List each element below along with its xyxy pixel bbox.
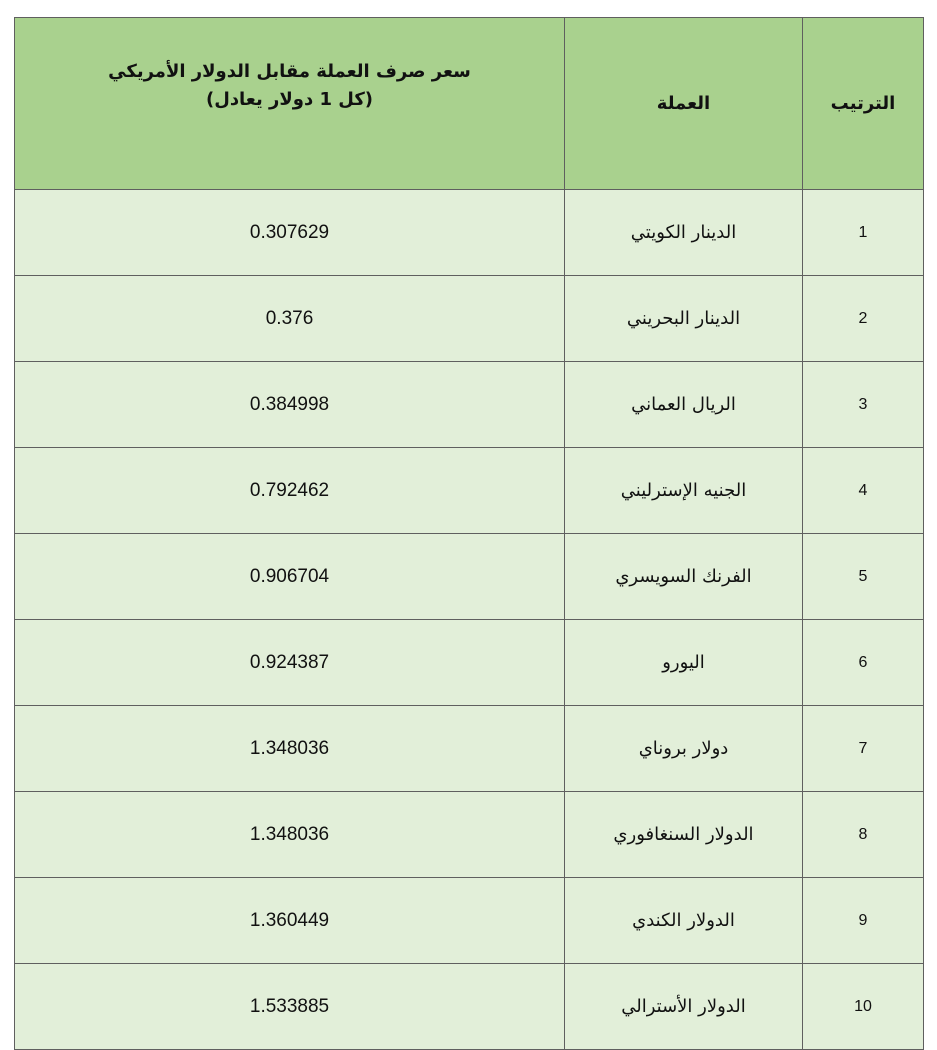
rate-cell: 0.376 <box>15 276 565 362</box>
currency-cell: الدولار الكندي <box>565 878 803 964</box>
rank-cell: 9 <box>803 878 924 964</box>
rank-cell: 2 <box>803 276 924 362</box>
rate-cell: 0.924387 <box>15 620 565 706</box>
table-row <box>15 878 924 964</box>
table-row <box>15 792 924 878</box>
table-row <box>15 534 924 620</box>
table-row <box>15 706 924 792</box>
rank-cell: 6 <box>803 620 924 706</box>
rank-cell: 5 <box>803 534 924 620</box>
table-row <box>15 190 924 276</box>
table-row <box>15 620 924 706</box>
table-body <box>15 190 924 1050</box>
rate-cell: 0.307629 <box>15 190 565 276</box>
rate-cell: 1.533885 <box>15 964 565 1050</box>
exchange-rate-table-container <box>14 17 923 1050</box>
table-row <box>15 276 924 362</box>
currency-cell: الدينار البحريني <box>565 276 803 362</box>
exchange-rate-table <box>14 17 924 1050</box>
header-rate-subtitle: (كل 1 دولار يعادل) <box>205 89 374 110</box>
currency-cell: دولار بروناي <box>565 706 803 792</box>
rank-cell: 7 <box>803 706 924 792</box>
rate-cell: 1.360449 <box>15 878 565 964</box>
currency-cell: اليورو <box>565 620 803 706</box>
header-rate-title: سعر صرف العملة مقابل الدولار الأمريكي <box>108 61 471 82</box>
currency-cell: الجنيه الإسترليني <box>565 448 803 534</box>
table-row <box>15 964 924 1050</box>
table-row <box>15 448 924 534</box>
currency-cell: الدولار الأسترالي <box>565 964 803 1050</box>
rank-cell: 10 <box>803 964 924 1050</box>
rate-cell: 0.792462 <box>15 448 565 534</box>
header-rank: الترتيب <box>803 18 924 190</box>
rate-cell: 0.906704 <box>15 534 565 620</box>
table-header <box>15 18 924 190</box>
header-rate <box>15 18 565 190</box>
currency-cell: الدينار الكويتي <box>565 190 803 276</box>
currency-cell: الفرنك السويسري <box>565 534 803 620</box>
rank-cell: 4 <box>803 448 924 534</box>
header-row <box>15 18 924 190</box>
table-row <box>15 362 924 448</box>
rate-cell: 1.348036 <box>15 792 565 878</box>
rate-cell: 1.348036 <box>15 706 565 792</box>
rate-cell: 0.384998 <box>15 362 565 448</box>
currency-cell: الريال العماني <box>565 362 803 448</box>
header-currency: العملة <box>565 18 803 190</box>
rank-cell: 3 <box>803 362 924 448</box>
rank-cell: 8 <box>803 792 924 878</box>
currency-cell: الدولار السنغافوري <box>565 792 803 878</box>
rank-cell: 1 <box>803 190 924 276</box>
